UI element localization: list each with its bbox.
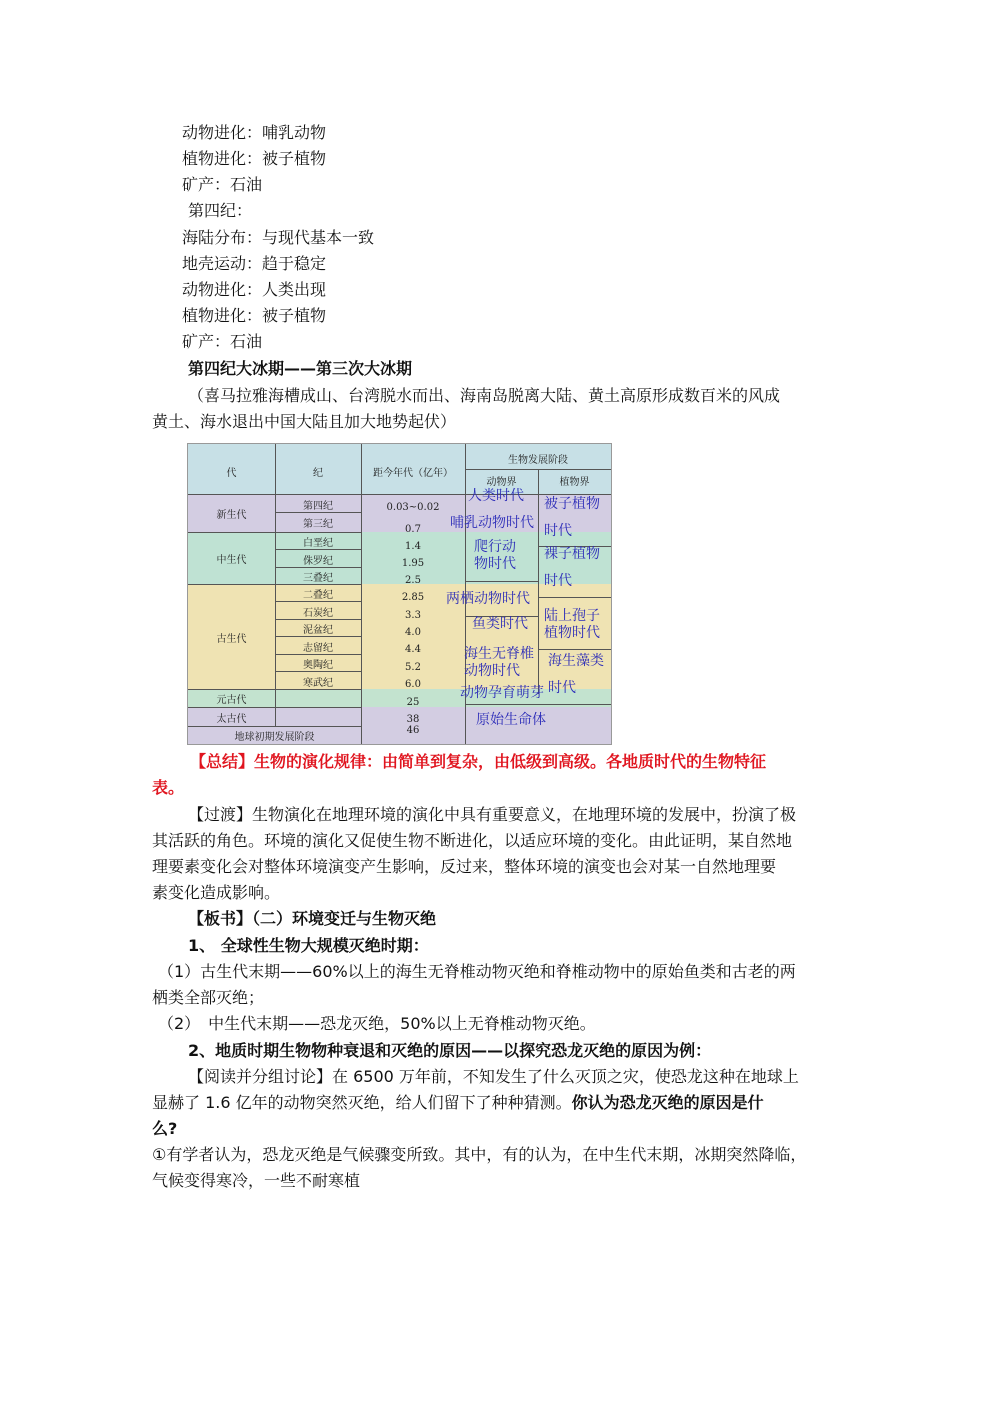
- text-line: [152, 1090, 764, 1116]
- animal-stage: 动物时代: [464, 663, 520, 679]
- question: 你认为恐龙灭绝的原因是什: [571, 1093, 764, 1112]
- text-line: 气候变得寒冷，一些不耐寒植: [152, 1171, 361, 1190]
- period-cell: 侏罗纪: [303, 556, 333, 567]
- period-cell: 奥陶纪: [303, 660, 333, 671]
- period-cell: 三叠纪: [303, 573, 333, 584]
- animal-stage: 哺乳动物时代: [450, 515, 534, 531]
- text-line: 其活跃的角色。环境的演化又促使生物不断进化，以适应环境的变化。由此证明，某自然地: [152, 831, 793, 850]
- animal-stage: 爬行动: [474, 539, 516, 555]
- header-age: 距今年代（亿年）: [373, 468, 453, 479]
- age-cell: 0.03~0.02: [386, 502, 440, 513]
- text-line: 【过渡】生物演化在地理环境的演化中具有重要意义，在地理环境的发展中，扮演了极: [188, 805, 797, 824]
- text-line: 地壳运动：趋于稳定: [182, 254, 327, 273]
- era-cell: 地球初期发展阶段: [234, 732, 315, 743]
- header-bio: 生物发展阶段: [508, 455, 568, 466]
- plant-stage: 时代: [544, 523, 572, 539]
- period-cell: 二叠纪: [303, 590, 333, 601]
- age-cell: 4.4: [405, 644, 421, 655]
- era-cell: 太古代: [216, 714, 247, 725]
- board-heading: 【板书】（二）环境变迁与生物灭绝: [188, 909, 437, 928]
- animal-stage: 人类时代: [468, 488, 524, 504]
- plant-stage: 陆上孢子: [544, 608, 600, 624]
- age-cell: 5.2: [405, 662, 421, 673]
- text-line: 素变化造成影响。: [152, 883, 281, 902]
- age-cell: 3.3: [405, 610, 421, 621]
- animal-stage: 动物孕育萌芽: [460, 685, 544, 701]
- animal-stage: 鱼类时代: [472, 616, 528, 632]
- age-cell: 1.95: [401, 558, 425, 569]
- text: 显赫了 1.6 亿年的动物突然灭绝，给人们留下了种种猜测。: [152, 1093, 572, 1112]
- era-cell: 新生代: [216, 510, 247, 521]
- text-line: 黄土、海水退出中国大陆且加大地势起伏）: [152, 412, 457, 431]
- animal-stage: 原始生命体: [476, 712, 546, 728]
- text-line: （喜马拉雅海槽成山、台湾脱水而出、海南岛脱离大陆、黄土高原形成数百米的风成: [188, 386, 781, 405]
- era-cell: 古生代: [216, 634, 247, 645]
- age-cell: 38: [406, 714, 420, 725]
- age-cell: 6.0: [405, 679, 421, 690]
- period-cell: 第三纪: [303, 519, 333, 530]
- age-cell: 25: [406, 697, 420, 708]
- plant-stage: 被子植物: [544, 496, 600, 512]
- animal-stage: 物时代: [474, 556, 516, 572]
- plant-stage: 时代: [548, 680, 576, 696]
- period-cell: 寒武纪: [303, 678, 333, 689]
- animal-stage: 海生无脊椎: [464, 646, 534, 662]
- age-cell: 2.5: [405, 575, 421, 586]
- text-line: 第四纪：: [188, 201, 253, 220]
- period-cell: 第四纪: [303, 501, 333, 512]
- age-cell: 46: [406, 725, 420, 736]
- text-line: 动物进化：人类出现: [182, 280, 327, 299]
- header-plant: 植物界: [559, 477, 590, 488]
- period-cell: 白垩纪: [303, 538, 333, 549]
- animal-stage: 两栖动物时代: [446, 591, 530, 607]
- question: 么?: [152, 1119, 178, 1138]
- plant-stage: 植物时代: [544, 625, 600, 641]
- text-line: 理要素变化会对整体环境演变产生影响，反过来，整体环境的演变也会对某一自然地理要: [152, 857, 777, 876]
- subheading: 1、 全球性生物大规模灭绝时期：: [188, 936, 429, 955]
- text-line: 【阅读并分组讨论】在 6500 万年前，不知发生了什么灭顶之灾，使恐龙这种在地球上: [188, 1067, 799, 1086]
- era-cell: 中生代: [216, 555, 247, 566]
- text-line: 矿产：石油: [182, 332, 263, 351]
- age-cell: 2.85: [401, 592, 425, 603]
- summary-line: 【总结】生物的演化规律：由简单到复杂，由低级到高级。各地质时代的生物特征: [190, 752, 767, 771]
- header-animal: 动物界: [486, 477, 517, 488]
- text-line: ①有学者认为，恐龙灭绝是气候骤变所致。其中，有的认为，在中生代末期，冰期突然降临，: [152, 1145, 807, 1164]
- section-heading: 第四纪大冰期——第三次大冰期: [188, 359, 413, 378]
- text-line: 植物进化：被子植物: [182, 306, 327, 325]
- summary-line: 表。: [152, 778, 185, 797]
- plant-stage: 海生藻类: [548, 653, 604, 669]
- header-period: 纪: [313, 468, 323, 479]
- period-cell: 志留纪: [303, 643, 333, 654]
- text-line: 植物进化：被子植物: [182, 149, 327, 168]
- text-line: （2） 中生代末期——恐龙灭绝，50%以上无脊椎动物灭绝。: [158, 1014, 596, 1033]
- geologic-time-table-image: [187, 443, 612, 745]
- text-line: （1）古生代末期——60%以上的海生无脊椎动物灭绝和脊椎动物中的原始鱼类和古老的两: [158, 962, 796, 981]
- text-line: 栖类全部灭绝；: [152, 988, 265, 1007]
- text-line: 动物进化：哺乳动物: [182, 123, 327, 142]
- plant-stage: 裸子植物: [544, 546, 600, 562]
- period-cell: 石炭纪: [303, 608, 333, 619]
- era-cell: 元古代: [216, 695, 247, 706]
- plant-stage: 时代: [544, 573, 572, 589]
- text-line: 矿产：石油: [182, 175, 263, 194]
- subheading: 2、地质时期生物物种衰退和灭绝的原因——以探究恐龙灭绝的原因为例：: [188, 1041, 712, 1060]
- age-cell: 4.0: [405, 627, 421, 638]
- header-era: 代: [226, 468, 237, 479]
- text-line: 海陆分布：与现代基本一致: [182, 228, 375, 247]
- age-cell: 1.4: [405, 541, 421, 552]
- age-cell: 0.7: [405, 524, 421, 535]
- period-cell: 泥盆纪: [303, 625, 333, 636]
